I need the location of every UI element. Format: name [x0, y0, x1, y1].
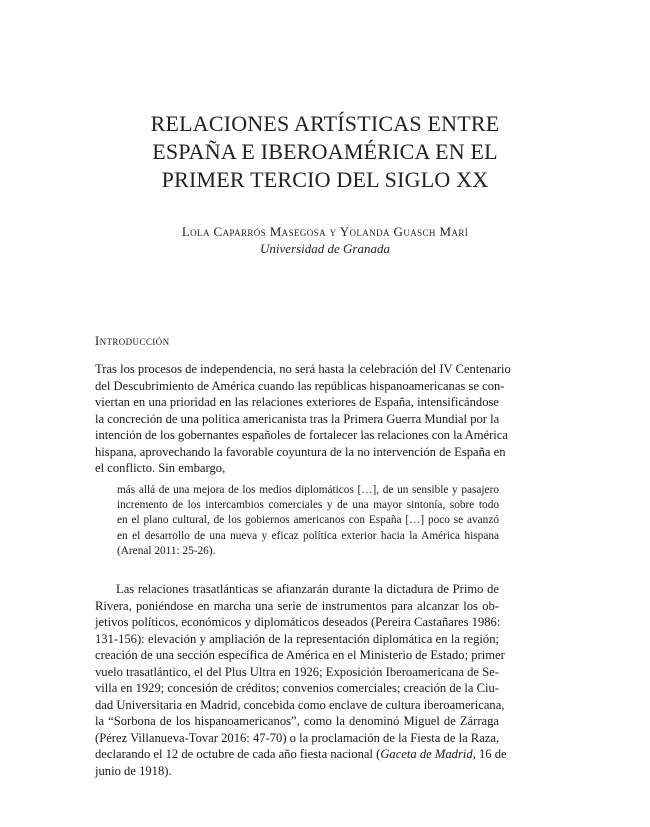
text-line: Rivera, poniéndose en marcha una serie de instrumentos para alcanzar los ob-: [95, 598, 499, 613]
text-line: la “Sorbona de los hispanoamericanos”, como la denominó Miguel de Zárraga: [95, 714, 499, 728]
text-segment: 16 de: [475, 747, 507, 761]
text-line: el conflicto. Sin embargo,: [95, 461, 226, 475]
quote-line: en el desarrollo de una nueva y eficaz política exterior hacia la América hispana: [117, 529, 499, 542]
paragraph-2: [95, 581, 507, 779]
text-line: Las relaciones trasatlánticas se afianzarán durante la dictadura de Primo de: [116, 582, 499, 596]
quote-line: más allá de una mejora de los medios diplomáticos […], de un sensible y pasajero: [117, 484, 499, 496]
authors: Lola Caparrós Masegosa y Yolanda Guasch Marí: [181, 224, 469, 239]
text-line: dad Universitaria en Madrid, concebida como enclave de cultura iberoamericana,: [95, 697, 505, 712]
text-line: (Pérez Villanueva-Tovar 2016: 47-70) o la proclamación de la Fiesta de la Raza,: [95, 730, 500, 745]
paragraph-1: [95, 361, 511, 477]
text-line: intención de los gobernantes españoles de fortalecer las relaciones con la América: [95, 428, 508, 442]
text-line: vuelo trasatlántico, el del Plus Ultra en 1926; Exposición Iberoamericana de Se-: [95, 664, 499, 679]
text-line: junio de 1918).: [95, 763, 172, 778]
text-line: villa en 1929; concesión de créditos; convenios comerciales; creación de la Ciu-: [95, 681, 499, 695]
text-line: del Descubrimiento de América cuando las repúblicas hispanoamericanas se con-: [95, 378, 505, 393]
title-line: PRIMER TERCIO DEL SIGLO XX: [161, 167, 489, 192]
italic-citation: Gaceta de Madrid,: [380, 747, 476, 761]
quote-line: (Arenal 2011: 25-26).: [117, 544, 216, 557]
text-line: creación de una sección específica de América en el Ministerio de Estado; primer: [95, 648, 505, 662]
text-segment: declarando el 12 de octubre de cada año fiesta nacional (: [95, 747, 381, 761]
title-line: RELACIONES ARTÍSTICAS ENTRE: [150, 111, 500, 136]
block-quote: [117, 483, 499, 559]
section-heading: Introducción: [95, 334, 170, 348]
text-line: la concreción de una política americanista tras la Primera Guerra Mundial por la: [95, 411, 500, 426]
title-line: ESPAÑA E IBEROAMÉRICA EN EL: [152, 139, 498, 164]
affiliation: Universidad de Granada: [260, 241, 390, 256]
text-line: Tras los procesos de independencia, no será hasta la celebración del IV Centenario: [95, 362, 511, 376]
text-line: hispana, aprovechando la favorable coyuntura de la no intervención de España en: [95, 444, 506, 459]
text-line-with-citation: [95, 746, 507, 763]
text-line: 131-156): elevación y ampliación de la representación diplomática en la región;: [95, 631, 499, 646]
text-line: jetivos políticos, económicos y diplomáticos deseados (Pereira Castañares 1986:: [95, 615, 501, 629]
quote-line: en el plano cultural, de los gobiernos americanos con España […] poco se avanzó: [117, 514, 499, 527]
quote-line: incremento de los intercambios comerciales y de una mayor sintonía, sobre todo: [117, 499, 499, 512]
chapter-title: [0, 110, 650, 194]
text-line: viertan en una prioridad en las relaciones exteriores de España, intensificándose: [95, 395, 499, 409]
